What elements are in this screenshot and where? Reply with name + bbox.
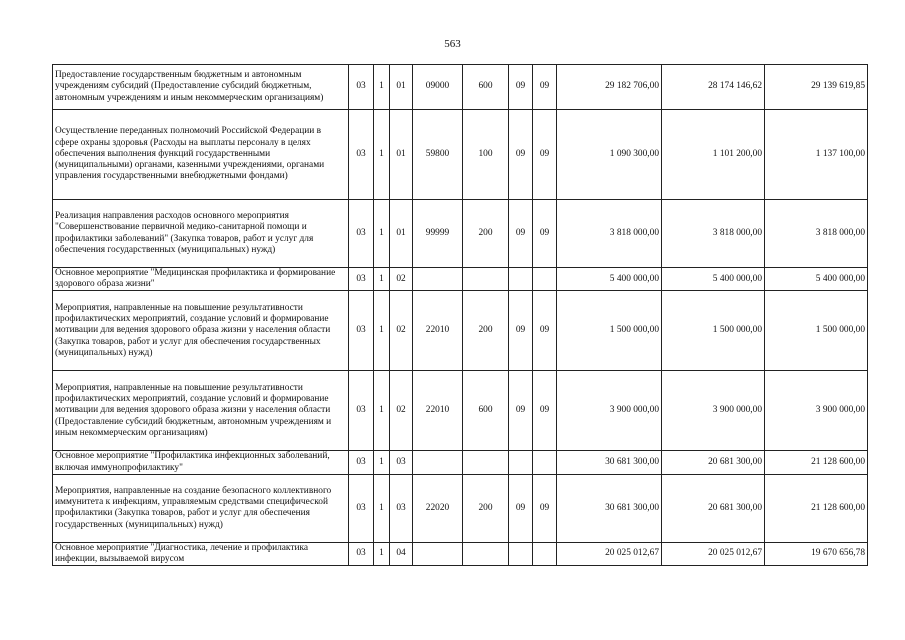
program-code: 03 bbox=[349, 200, 374, 268]
section-code: 09 bbox=[509, 371, 533, 451]
direction-code: 09000 bbox=[413, 65, 463, 110]
amount-year-3: 3 818 000,00 bbox=[765, 200, 868, 268]
expense-type-code: 100 bbox=[463, 110, 509, 200]
subprogram-code: 1 bbox=[374, 65, 390, 110]
subprogram-code: 1 bbox=[374, 268, 390, 291]
subprogram-code: 1 bbox=[374, 474, 390, 542]
amount-year-2: 20 681 300,00 bbox=[662, 474, 765, 542]
expense-type-code: 200 bbox=[463, 200, 509, 268]
amount-year-1: 1 500 000,00 bbox=[557, 291, 662, 371]
table-row bbox=[53, 291, 868, 371]
expense-type-code: 600 bbox=[463, 65, 509, 110]
subprogram-code: 1 bbox=[374, 371, 390, 451]
subsection-code bbox=[533, 542, 557, 565]
direction-code bbox=[413, 268, 463, 291]
row-description: Реализация направления расходов основного мероприятия "Совершенствование первичной медико-санитарной помощи и профилактики заболеваний" (Закупка товаров, работ и услуг для обеспечения государственных (муниципальных) нужд) bbox=[53, 200, 349, 268]
event-code: 01 bbox=[390, 110, 413, 200]
row-description: Предоставление государственным бюджетным и автономным учреждениям субсидий (Предоставление субсидий бюджетным, автономным учреждениям и иным некоммерческим организациям) bbox=[53, 65, 349, 110]
subsection-code: 09 bbox=[533, 110, 557, 200]
amount-year-2: 1 500 000,00 bbox=[662, 291, 765, 371]
section-code: 09 bbox=[509, 110, 533, 200]
subsection-code: 09 bbox=[533, 200, 557, 268]
amount-year-1: 29 182 706,00 bbox=[557, 65, 662, 110]
row-description: Основное мероприятие "Диагностика, лечение и профилактика инфекции, вызываемой вирусом bbox=[53, 542, 349, 565]
page-number: 563 bbox=[444, 38, 461, 50]
event-code: 02 bbox=[390, 291, 413, 371]
expense-type-code: 200 bbox=[463, 291, 509, 371]
amount-year-3: 29 139 619,85 bbox=[765, 65, 868, 110]
row-description: Мероприятия, направленные на повышение результативности профилактических мероприятий, создание условий и формирование мотивации для ведения здорового образа жизни у населения области (Закупка товаров, работ и услуг для обеспечения государственных (муниципальных) нужд) bbox=[53, 291, 349, 371]
section-code bbox=[509, 542, 533, 565]
table-row bbox=[53, 65, 868, 110]
row-description: Мероприятия, направленные на повышение результативности профилактических мероприятий, создание условий и формирование мотивации для ведения здорового образа жизни у населения области (Предоставление субсидий бюджетным, автономным учреждениям и иным некоммерческим организациям) bbox=[53, 371, 349, 451]
direction-code: 22020 bbox=[413, 474, 463, 542]
row-description: Основное мероприятие "Профилактика инфекционных заболеваний, включая иммунопрофилактику" bbox=[53, 451, 349, 474]
table-row bbox=[53, 474, 868, 542]
program-code: 03 bbox=[349, 291, 374, 371]
table-row bbox=[53, 371, 868, 451]
expense-type-code bbox=[463, 451, 509, 474]
section-code: 09 bbox=[509, 65, 533, 110]
table-row bbox=[53, 110, 868, 200]
subprogram-code: 1 bbox=[374, 291, 390, 371]
expense-type-code bbox=[463, 542, 509, 565]
direction-code bbox=[413, 542, 463, 565]
program-code: 03 bbox=[349, 474, 374, 542]
section-code bbox=[509, 451, 533, 474]
amount-year-1: 20 025 012,67 bbox=[557, 542, 662, 565]
event-code: 02 bbox=[390, 268, 413, 291]
table-row bbox=[53, 200, 868, 268]
subsection-code: 09 bbox=[533, 65, 557, 110]
amount-year-1: 30 681 300,00 bbox=[557, 474, 662, 542]
program-code: 03 bbox=[349, 65, 374, 110]
event-code: 01 bbox=[390, 200, 413, 268]
subsection-code: 09 bbox=[533, 474, 557, 542]
amount-year-1: 5 400 000,00 bbox=[557, 268, 662, 291]
program-code: 03 bbox=[349, 542, 374, 565]
amount-year-3: 19 670 656,78 bbox=[765, 542, 868, 565]
subsection-code bbox=[533, 451, 557, 474]
subsection-code: 09 bbox=[533, 371, 557, 451]
amount-year-1: 30 681 300,00 bbox=[557, 451, 662, 474]
subprogram-code: 1 bbox=[374, 200, 390, 268]
amount-year-2: 28 174 146,62 bbox=[662, 65, 765, 110]
direction-code: 99999 bbox=[413, 200, 463, 268]
amount-year-2: 20 681 300,00 bbox=[662, 451, 765, 474]
amount-year-3: 21 128 600,00 bbox=[765, 451, 868, 474]
amount-year-1: 3 900 000,00 bbox=[557, 371, 662, 451]
table-row bbox=[53, 451, 868, 474]
section-code: 09 bbox=[509, 291, 533, 371]
amount-year-2: 3 818 000,00 bbox=[662, 200, 765, 268]
amount-year-3: 3 900 000,00 bbox=[765, 371, 868, 451]
subprogram-code: 1 bbox=[374, 451, 390, 474]
amount-year-3: 1 137 100,00 bbox=[765, 110, 868, 200]
section-code: 09 bbox=[509, 474, 533, 542]
expense-type-code: 200 bbox=[463, 474, 509, 542]
row-description: Мероприятия, направленные на создание безопасного коллективного иммунитета к инфекциям, управляемым средствами специфической профилактики (Закупка товаров, работ и услуг для обеспечения государственных (муниципальных) нужд) bbox=[53, 474, 349, 542]
direction-code: 22010 bbox=[413, 371, 463, 451]
subprogram-code: 1 bbox=[374, 542, 390, 565]
event-code: 03 bbox=[390, 451, 413, 474]
amount-year-1: 3 818 000,00 bbox=[557, 200, 662, 268]
amount-year-1: 1 090 300,00 bbox=[557, 110, 662, 200]
subprogram-code: 1 bbox=[374, 110, 390, 200]
program-code: 03 bbox=[349, 451, 374, 474]
program-code: 03 bbox=[349, 268, 374, 291]
table-row bbox=[53, 268, 868, 291]
amount-year-2: 1 101 200,00 bbox=[662, 110, 765, 200]
expense-type-code: 600 bbox=[463, 371, 509, 451]
table-row bbox=[53, 542, 868, 565]
amount-year-2: 5 400 000,00 bbox=[662, 268, 765, 291]
subsection-code bbox=[533, 268, 557, 291]
event-code: 02 bbox=[390, 371, 413, 451]
amount-year-3: 1 500 000,00 bbox=[765, 291, 868, 371]
subsection-code: 09 bbox=[533, 291, 557, 371]
event-code: 03 bbox=[390, 474, 413, 542]
amount-year-3: 21 128 600,00 bbox=[765, 474, 868, 542]
program-code: 03 bbox=[349, 371, 374, 451]
amount-year-2: 20 025 012,67 bbox=[662, 542, 765, 565]
direction-code: 22010 bbox=[413, 291, 463, 371]
event-code: 04 bbox=[390, 542, 413, 565]
expense-type-code bbox=[463, 268, 509, 291]
event-code: 01 bbox=[390, 65, 413, 110]
amount-year-2: 3 900 000,00 bbox=[662, 371, 765, 451]
direction-code bbox=[413, 451, 463, 474]
program-code: 03 bbox=[349, 110, 374, 200]
section-code: 09 bbox=[509, 200, 533, 268]
row-description: Основное мероприятие "Медицинская профилактика и формирование здорового образа жизни" bbox=[53, 268, 349, 291]
direction-code: 59800 bbox=[413, 110, 463, 200]
row-description: Осуществление переданных полномочий Российской Федерации в сфере охраны здоровья (Расходы на выплаты персоналу в целях обеспечения выполнения функций государственными (муниципальными) органами, казенными учреждениями, органами управления государственными внебюджетными фондами) bbox=[53, 110, 349, 200]
amount-year-3: 5 400 000,00 bbox=[765, 268, 868, 291]
budget-table bbox=[52, 64, 868, 566]
table-body bbox=[53, 65, 868, 566]
section-code bbox=[509, 268, 533, 291]
